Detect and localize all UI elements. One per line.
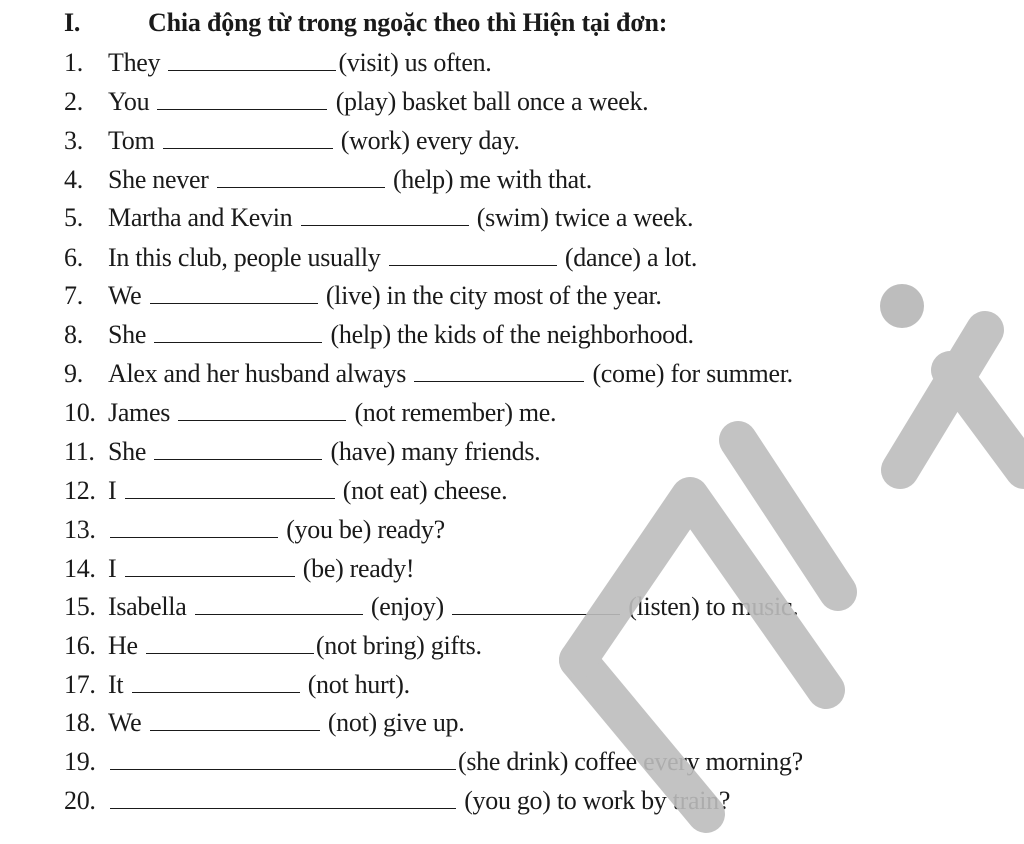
item-number: 15. <box>64 592 96 621</box>
item-number: 5. <box>64 203 83 232</box>
answer-blank[interactable] <box>132 674 300 693</box>
item-hint: (not eat) cheese. <box>342 476 508 505</box>
answer-blank[interactable] <box>301 207 469 226</box>
item-hint: (not bring) gifts. <box>315 631 482 660</box>
answer-blank-2[interactable] <box>452 596 620 615</box>
item-number: 3. <box>64 126 83 155</box>
exercise-item-6 <box>64 242 697 274</box>
item-subject: It <box>108 670 124 699</box>
item-number: 13. <box>64 515 96 544</box>
exercise-item-9 <box>64 358 793 390</box>
answer-blank[interactable] <box>110 790 456 809</box>
item-number: 10. <box>64 398 96 427</box>
item-number: 18. <box>64 708 96 737</box>
item-number: 8. <box>64 320 83 349</box>
item-hint: (not) give up. <box>327 708 465 737</box>
watermark-stroke <box>900 330 985 470</box>
exercise-item-4 <box>64 164 592 196</box>
exercise-item-14 <box>64 553 414 585</box>
answer-blank[interactable] <box>110 751 456 770</box>
exercise-item-15 <box>64 591 798 623</box>
item-hint: (work) every day. <box>340 126 520 155</box>
item-hint: (play) basket ball once a week. <box>335 87 649 116</box>
exercise-item-5 <box>64 202 693 234</box>
exercise-item-7 <box>64 280 662 312</box>
answer-blank[interactable] <box>110 519 278 538</box>
item-hint: (dance) a lot. <box>564 243 698 272</box>
item-hint: (be) ready! <box>302 554 415 583</box>
section-title: Chia động từ trong ngoặc theo thì Hiện tại đơn: <box>148 8 668 37</box>
item-subject: She <box>108 437 147 466</box>
item-number: 6. <box>64 243 83 272</box>
exercise-heading <box>64 8 667 38</box>
answer-blank[interactable] <box>125 480 335 499</box>
watermark-stroke <box>950 370 1024 470</box>
item-subject: We <box>108 281 142 310</box>
answer-blank[interactable] <box>157 91 327 110</box>
exercise-item-18 <box>64 707 464 739</box>
exercise-item-19 <box>64 746 803 778</box>
item-hint: (have) many friends. <box>330 437 541 466</box>
item-number: 7. <box>64 281 83 310</box>
item-subject: In this club, people usually <box>108 243 381 272</box>
exercise-item-13 <box>64 514 445 546</box>
item-number: 11. <box>64 437 95 466</box>
answer-blank[interactable] <box>195 596 363 615</box>
item-subject: She never <box>108 165 209 194</box>
answer-blank[interactable] <box>146 635 314 654</box>
watermark-stroke <box>738 440 838 592</box>
item-subject: I <box>108 476 117 505</box>
item-number: 9. <box>64 359 83 388</box>
answer-blank[interactable] <box>150 712 320 731</box>
answer-blank[interactable] <box>414 363 584 382</box>
answer-blank[interactable] <box>217 169 385 188</box>
answer-blank[interactable] <box>163 130 333 149</box>
item-number: 17. <box>64 670 96 699</box>
item-number: 16. <box>64 631 96 660</box>
watermark-dot <box>880 284 924 328</box>
section-number: I. <box>64 8 81 37</box>
answer-blank[interactable] <box>150 285 318 304</box>
item-hint: (come) for summer. <box>592 359 793 388</box>
exercise-item-3 <box>64 125 520 157</box>
item-subject: James <box>108 398 171 427</box>
item-hint: (you be) ready? <box>286 515 445 544</box>
item-hint: (swim) twice a week. <box>476 203 694 232</box>
item-subject: Isabella <box>108 592 187 621</box>
answer-blank[interactable] <box>389 247 557 266</box>
item-number: 19. <box>64 747 96 776</box>
item-subject: He <box>108 631 138 660</box>
item-hint: (help) me with that. <box>392 165 593 194</box>
item-number: 12. <box>64 476 96 505</box>
item-hint: (not remember) me. <box>354 398 557 427</box>
item-hint: (visit) us often. <box>338 48 492 77</box>
exercise-item-8 <box>64 319 694 351</box>
exercise-item-1 <box>64 47 491 79</box>
exercise-item-11 <box>64 436 540 468</box>
item-subject: Alex and her husband always <box>108 359 407 388</box>
item-subject: We <box>108 708 142 737</box>
exercise-item-16 <box>64 630 482 662</box>
item-subject: She <box>108 320 147 349</box>
item-hint-2: (listen) to music. <box>628 592 799 621</box>
item-subject: I <box>108 554 117 583</box>
item-subject: They <box>108 48 161 77</box>
item-hint: (not hurt). <box>307 670 410 699</box>
answer-blank[interactable] <box>178 402 346 421</box>
exercise-item-10 <box>64 397 556 429</box>
item-hint: (live) in the city most of the year. <box>325 281 662 310</box>
exercise-item-2 <box>64 86 648 118</box>
item-hint: (she drink) coffee every morning? <box>458 747 803 776</box>
item-number: 1. <box>64 48 83 77</box>
exercise-item-12 <box>64 475 507 507</box>
item-number: 14. <box>64 554 96 583</box>
exercise-item-17 <box>64 669 410 701</box>
item-subject: You <box>108 87 150 116</box>
item-number: 20. <box>64 786 96 815</box>
answer-blank[interactable] <box>154 441 322 460</box>
answer-blank[interactable] <box>168 52 336 71</box>
item-hint: (you go) to work by train? <box>464 786 731 815</box>
item-number: 2. <box>64 87 83 116</box>
item-number: 4. <box>64 165 83 194</box>
item-subject: Martha and Kevin <box>108 203 293 232</box>
answer-blank[interactable] <box>154 324 322 343</box>
answer-blank[interactable] <box>125 558 295 577</box>
item-hint: (help) the kids of the neighborhood. <box>330 320 694 349</box>
item-hint: (enjoy) <box>370 592 444 621</box>
exercise-item-20 <box>64 785 730 817</box>
item-subject: Tom <box>108 126 155 155</box>
